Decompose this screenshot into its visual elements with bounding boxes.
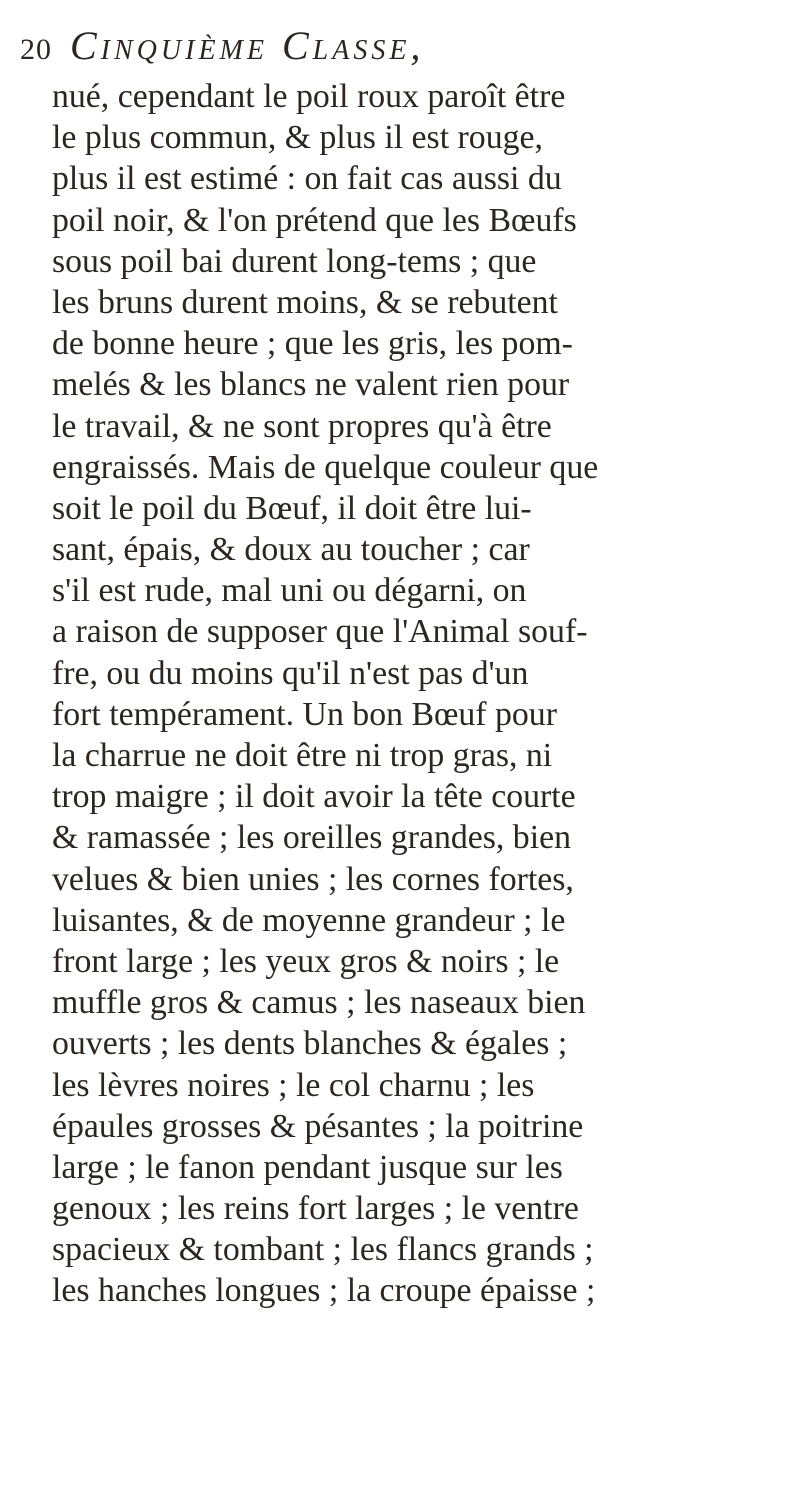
text-line: ouverts ; les dents blanches & égales ;: [52, 1025, 568, 1063]
text-line: soit le poil du Bœuf, il doit être lui-: [52, 489, 532, 527]
text-line: de bonne heure ; que les gris, les pom-: [52, 325, 573, 363]
text-line: spacieux & tombant ; les flancs grands ;: [52, 1231, 594, 1269]
text-line: les bruns durent moins, & se rebutent: [52, 283, 558, 321]
text-line: front large ; les yeux gros & noirs ; le: [52, 942, 560, 980]
page-number: 20: [20, 33, 52, 66]
text-line: a raison de supposer que l'Animal souf-: [52, 613, 588, 651]
text-line: sant, épais, & doux au toucher ; car: [52, 531, 530, 569]
running-head-title: Cinquième Classe,: [70, 23, 425, 68]
text-line: épaules grosses & pésantes ; la poitrine: [52, 1107, 584, 1145]
text-line: sous poil bai durent long-tems ; que: [52, 242, 537, 280]
text-line: large ; le fanon pendant jusque sur les: [52, 1148, 563, 1186]
text-line: luisantes, & de moyenne grandeur ; le: [52, 901, 566, 939]
text-line: poil noir, & l'on prétend que les Bœufs: [52, 201, 577, 239]
text-line: genoux ; les reins fort larges ; le ventre: [52, 1190, 579, 1228]
text-line: fort tempérament. Un bon Bœuf pour: [52, 695, 557, 733]
text-line: le travail, & ne sont propres qu'à être: [52, 407, 552, 445]
text-line: le plus commun, & plus il est rouge,: [52, 119, 543, 157]
text-line: & ramassée ; les oreilles grandes, bien: [52, 819, 571, 857]
text-line: plus il est estimé : on fait cas aussi du: [52, 160, 562, 198]
text-line: muffle gros & camus ; les naseaux bien: [52, 984, 586, 1022]
text-line: les hanches longues ; la croupe épaisse ;: [52, 1272, 596, 1310]
text-line: melés & les blancs ne valent rien pour: [52, 366, 570, 404]
text-line: les lèvres noires ; le col charnu ; les: [52, 1066, 535, 1104]
body-text: [52, 76, 796, 1312]
text-line: engraissés. Mais de quelque couleur que: [52, 448, 599, 486]
text-line: trop maigre ; il doit avoir la tête courte: [52, 778, 576, 816]
text-line: fre, ou du moins qu'il n'est pas d'un: [52, 654, 529, 692]
text-line: la charrue ne doit être ni trop gras, ni: [52, 737, 553, 774]
text-line: nué, cependant le poil roux paroît être: [52, 78, 566, 115]
text-line: s'il est rude, mal uni ou dégarni, on: [52, 572, 527, 610]
text-line: velues & bien unies ; les cornes fortes,: [52, 860, 574, 898]
